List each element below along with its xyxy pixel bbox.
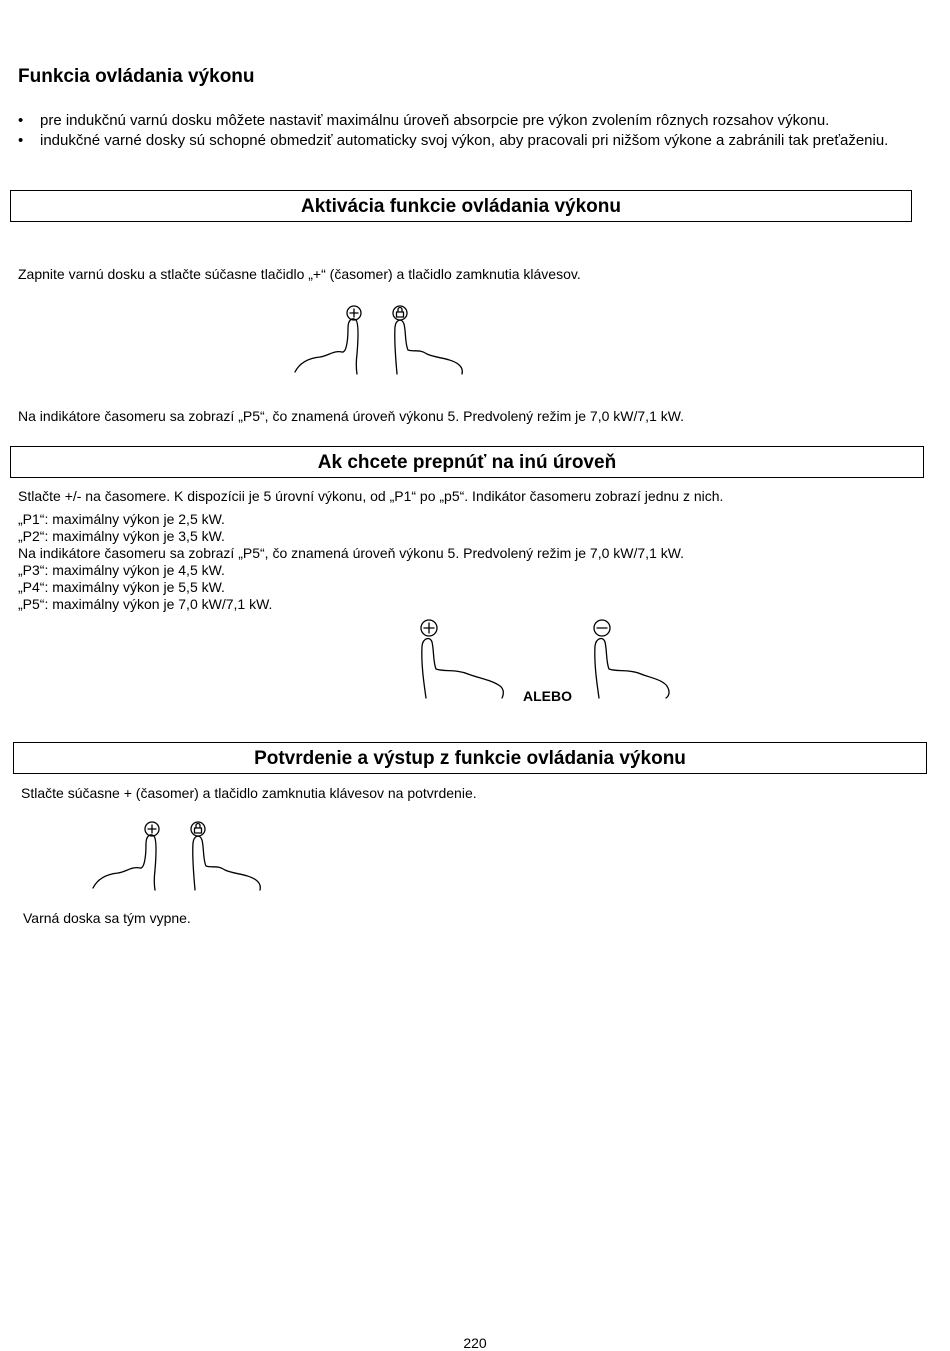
- list-item: [18, 111, 933, 131]
- hand-icon: [422, 639, 504, 698]
- list-item: „P2“: maximálny výkon je 3,5 kW.: [18, 528, 225, 544]
- section-title: Potvrdenie a výstup z funkcie ovládania výkonu: [254, 748, 686, 769]
- bullet-text: pre indukčnú varnú dosku môžete nastaviť maximálnu úroveň absorpcie pre výkon zvolením rôznych rozsahov výkonu.: [40, 112, 830, 129]
- intro-bullet-list: [18, 111, 933, 151]
- left-hand-icon: [295, 319, 358, 374]
- section-activation-title-box: [10, 190, 912, 222]
- list-item: „P3“: maximálny výkon je 4,5 kW.: [18, 562, 225, 578]
- right-hand-icon: [193, 836, 261, 890]
- page-heading: Funkcia ovládania výkonu: [18, 66, 255, 87]
- list-item: „P1“: maximálny výkon je 2,5 kW.: [18, 511, 225, 527]
- page-number: 220: [463, 1335, 487, 1351]
- section-confirm-title-box: [13, 742, 927, 774]
- confirm-result-text: Varná doska sa tým vypne.: [23, 910, 191, 926]
- hand-icon: [595, 639, 669, 698]
- list-item: [18, 131, 933, 151]
- section-title: Ak chcete prepnúť na inú úroveň: [317, 452, 617, 473]
- right-hand-icon: [395, 320, 463, 374]
- list-item: Na indikátore časomeru sa zobrazí „P5“, čo znamená úroveň výkonu 5. Predvolený režim je 7,0 kW/7,1 kW.: [18, 545, 685, 561]
- left-hand-icon: [93, 835, 156, 890]
- section-title: Aktivácia funkcie ovládania výkonu: [301, 196, 621, 217]
- bullet-text: indukčné varné dosky sú schopné obmedziť automaticky svoj výkon, aby pracovali pri nižšom výkone a zabránili tak preťaženiu.: [40, 132, 889, 149]
- two-finger-press-illustration: [88, 818, 268, 893]
- confirm-instruction: Stlačte súčasne + (časomer) a tlačidlo zamknutia klávesov na potvrdenie.: [21, 785, 477, 801]
- two-finger-press-illustration: [290, 302, 470, 377]
- list-item: „P4“: maximálny výkon je 5,5 kW.: [18, 579, 225, 595]
- or-label: ALEBO: [523, 688, 572, 704]
- switch-level-instruction: Stlačte +/- na časomere. K dispozícii je 5 úrovní výkonu, od „P1“ po „p5“. Indikátor časomeru zobrazí jednu z nich.: [18, 488, 724, 504]
- bullet-symbol: •: [18, 112, 24, 129]
- bullet-symbol: •: [18, 132, 24, 149]
- activation-result-text: Na indikátore časomeru sa zobrazí „P5“, čo znamená úroveň výkonu 5. Predvolený režim je 7,0 kW/7,1 kW.: [18, 408, 685, 424]
- list-item: „P5“: maximálny výkon je 7,0 kW/7,1 kW.: [18, 596, 273, 612]
- activation-instruction: Zapnite varnú dosku a stlačte súčasne tlačidlo „+“ (časomer) a tlačidlo zamknutia klávesov.: [18, 266, 581, 282]
- level-list: [18, 511, 684, 613]
- section-switch-level-title-box: [10, 446, 924, 478]
